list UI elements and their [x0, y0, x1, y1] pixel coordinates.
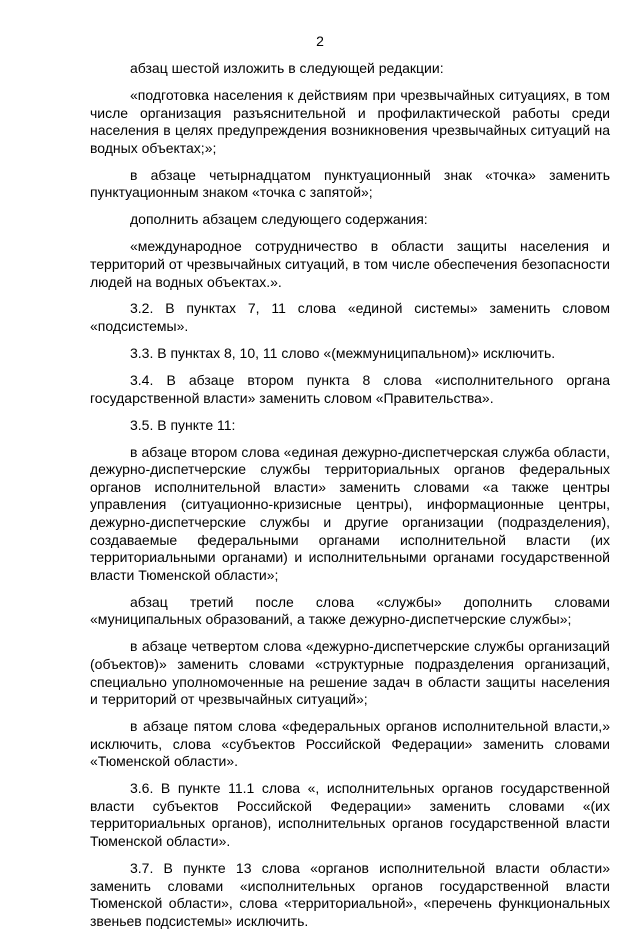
paragraph: «международное сотрудничество в области защиты населения и территорий от чрезвычайных ситуаций, в том числе обеспечения безопасности людей на водных объектах.».: [90, 238, 610, 290]
paragraph: 3.6. В пункте 11.1 слова «, исполнительных органов государственной власти субъектов Российской Федерации» заменить словами «(их территориальных органов), исполнительных органов государственной власти Тюменской области».: [90, 780, 610, 850]
paragraph: в абзаце четырнадцатом пунктуационный знак «точка» заменить пунктуационным знаком «точка с запятой»;: [90, 166, 610, 201]
paragraph: абзац шестой изложить в следующей редакции:: [130, 60, 444, 76]
paragraph: 3.2. В пунктах 7, 11 слова «единой системы» заменить словом «подсистемы».: [90, 300, 610, 335]
paragraph: «подготовка населения к действиям при чрезвычайных ситуациях, в том числе организация разъяснительной и профилактической работы среди населения в целях предупреждения возникновения чрезвычайных ситуаций на водных объектах;»;: [90, 86, 610, 156]
paragraph: дополнить абзацем следующего содержания:: [130, 211, 428, 228]
paragraph: 3.4. В абзаце втором пункта 8 слова «исполнительного органа государственной власти» заменить словом «Правительства».: [90, 372, 610, 406]
paragraph: в абзаце пятом слова «федеральных органов исполнительной власти,» исключить, слова «субъектов Российской Федерации» заменить словами «Тюменской области».: [90, 718, 610, 770]
paragraph: в абзаце втором слова «единая дежурно-диспетчерская служба области, дежурно-диспетчерские службы территориальных органов федеральных органов исполнительной власти» заменить словами «а также центры управления (ситуационно-кризисные центры), информационные центры, дежурно-диспетчерские службы и другие организации (подразделения), создаваемые федеральными органами исполнительной власти (их территориальными органами) и исполнительными органами государственной власти Тюменской области»;: [90, 443, 610, 583]
paragraph: 3.7. В пункте 13 слова «органов исполнительной власти области» заменить словами «исполнительных органов государственной власти Тюменской области», слова «территориальной», «перечень функциональных звеньев подсистемы» исключить.: [90, 860, 610, 929]
paragraph: абзац третий после слова «службы» дополнить словами «муниципальных образований, а также дежурно-диспетчерские службы»;: [90, 593, 610, 628]
document-body: [90, 60, 610, 940]
paragraph: 3.5. В пункте 11:: [130, 416, 236, 433]
page-number: 2: [316, 33, 324, 49]
paragraph: 3.3. В пунктах 8, 10, 11 слово «(межмуниципальном)» исключить.: [130, 345, 556, 362]
paragraph: в абзаце четвертом слова «дежурно-диспетчерские службы организаций (объектов)» заменить словами «структурные подразделения организаций, специально уполномоченные на решение задач в области защиты населения и территорий от чрезвычайных ситуаций»;: [90, 638, 610, 708]
